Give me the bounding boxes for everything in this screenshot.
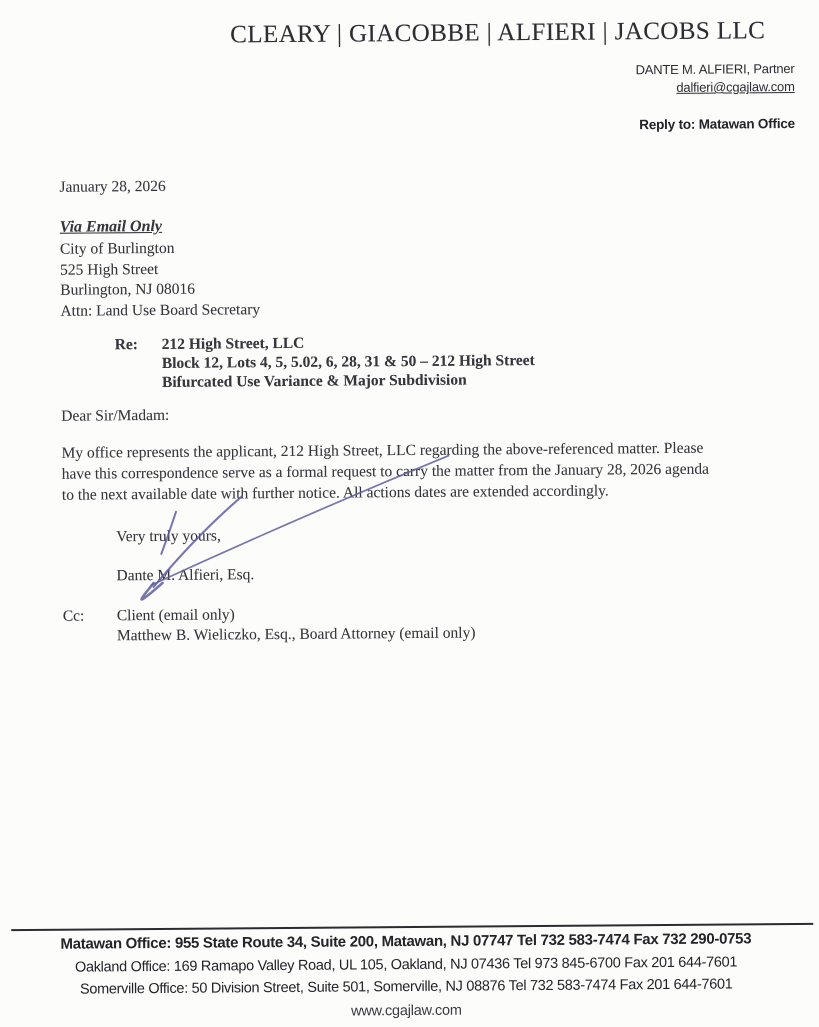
cc-line: Client (email only) bbox=[116, 606, 235, 625]
recipient-line: City of Burlington bbox=[59, 239, 175, 258]
office-address-list bbox=[3, 928, 809, 1002]
recipient-line: Attn: Land Use Board Secretary bbox=[60, 300, 261, 320]
re-line: Block 12, Lots 4, 5, 5.02, 6, 28, 31 & 50 – 212 High Street bbox=[161, 351, 535, 372]
delivery-method: Via Email Only bbox=[59, 217, 163, 236]
re-line: 212 High Street, LLC bbox=[161, 334, 305, 353]
attorney-email: dalfieri@cgajlaw.com bbox=[676, 78, 795, 95]
firm-name: CLEARY | GIACOBBE | ALFIERI | JACOBS LLC bbox=[230, 17, 766, 49]
re-block bbox=[115, 333, 535, 393]
cc-block bbox=[63, 603, 476, 645]
cc-lines bbox=[117, 603, 476, 645]
body-line: My office represents the applicant, 212 High Street, LLC regarding the above-referenced matter. Please bbox=[61, 439, 704, 462]
office-line-oakland: Oakland Office: 169 Ramapo Valley Road, UL 105, Oakland, NJ 07436 Tel 973 845-6700 Fax 201 644-7601 bbox=[74, 953, 738, 976]
office-line-matawan: Matawan Office: 955 State Route 34, Suite 200, Matawan, NJ 07747 Tel 732 583-7474 Fax 732 290-0753 bbox=[60, 930, 752, 953]
cc-line: Matthew B. Wieliczko, Esq., Board Attorney (email only) bbox=[116, 623, 476, 644]
body-paragraph bbox=[61, 439, 709, 506]
re-lines bbox=[162, 333, 535, 392]
recipient-line: Burlington, NJ 08016 bbox=[60, 280, 196, 299]
recipient-line: 525 High Street bbox=[60, 260, 159, 279]
body-line: have this correspondence serve as a formal request to carry the matter from the January 28, 2026 agenda bbox=[61, 460, 710, 483]
body-line: to the next available date with further notice. All actions dates are extended accordingly. bbox=[61, 482, 609, 504]
letter-date: January 28, 2026 bbox=[59, 177, 166, 196]
signer-name: Dante M. Alfieri, Esq. bbox=[116, 566, 255, 585]
attorney-name: DANTE M. ALFIERI, Partner bbox=[635, 60, 795, 78]
attorney-contact-block bbox=[635, 60, 794, 97]
firm-website: www.cgajlaw.com bbox=[351, 1002, 462, 1020]
cc-label: Cc: bbox=[62, 607, 85, 625]
re-line: Bifurcated Use Variance & Major Subdivision bbox=[161, 371, 467, 391]
reply-to-office: Reply to: Matawan Office bbox=[639, 115, 796, 133]
recipient-address bbox=[60, 238, 260, 322]
re-label: Re: bbox=[114, 336, 138, 354]
closing-phrase: Very truly yours, bbox=[116, 527, 221, 546]
office-line-somerville: Somerville Office: 50 Division Street, Suite 501, Somerville, NJ 08876 Tel 732 583-7474 Fax 201 644-7601 bbox=[79, 976, 733, 998]
salutation: Dear Sir/Madam: bbox=[61, 406, 170, 425]
